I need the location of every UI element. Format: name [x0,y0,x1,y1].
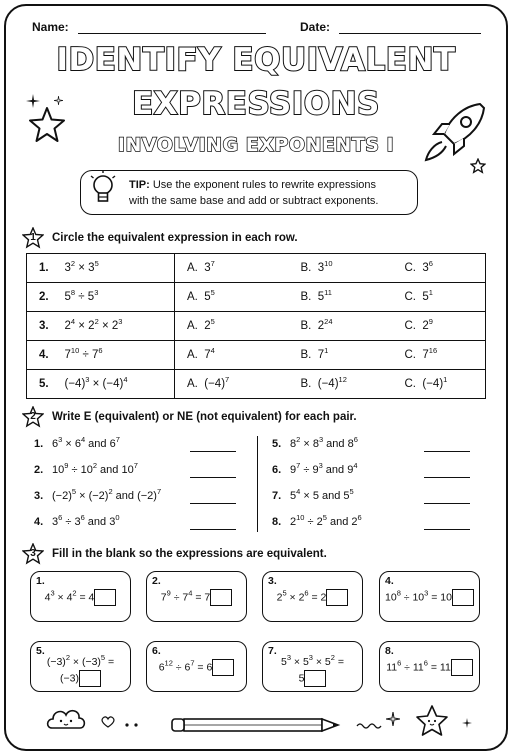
q3-number: 4. [385,575,394,587]
q2-item [272,461,358,476]
q2-number: 2. [34,464,44,476]
q2-pair: $8^2 \times 8^3$ and $8^6$ [290,435,358,450]
option-c[interactable]: C. $5^1$ [393,283,486,312]
q1-number: 3. [27,312,53,341]
sparkle-icon [386,712,400,726]
answer-box[interactable] [94,589,116,606]
q1-number: 4. [27,341,53,370]
tip-label: TIP: [129,179,150,191]
tip-box [80,170,418,215]
option-c[interactable]: C. $2^9$ [393,312,486,341]
star-icon [26,104,68,146]
q3-expression: $10^8 \div 10^3 = 10$ [380,589,479,606]
sparkle-icon [26,94,40,108]
q2-pair: $6^3 \times 6^4$ and $6^7$ [52,435,120,450]
option-a[interactable]: A. $2^5$ [175,312,289,341]
section-number-star [22,227,44,249]
q2-number: 6. [272,464,282,476]
q1-number: 2. [27,283,53,312]
answer-blank[interactable] [424,477,470,478]
dots-icon [124,722,140,728]
q2-pair: $3^6 \div 3^6$ and $3^0$ [52,513,120,528]
answer-blank[interactable] [424,529,470,530]
section-3-heading [22,543,327,565]
q1-number: 1. [27,254,53,283]
q2-number: 5. [272,438,282,450]
section-number: 1 [30,232,36,243]
q2-item [272,435,358,450]
answer-blank[interactable] [190,451,236,452]
q2-pair: $2^{10} \div 2^5$ and $2^6$ [290,513,362,528]
option-b[interactable]: B. $2^{24}$ [289,312,393,341]
q2-number: 8. [272,516,282,528]
q1-row [27,341,486,370]
fill-blank-card [262,571,363,622]
answer-box[interactable] [326,589,348,606]
squiggle-icon [356,722,382,730]
tip-text-1: Use the exponent rules to rewrite expressions [152,179,377,191]
option-a[interactable]: A. $7^4$ [175,341,289,370]
section-2-instruction: Write E (equivalent) or NE (not equivalent) for each pair. [52,411,357,423]
q2-pair: $9^7 \div 9^3$ and $9^4$ [290,461,358,476]
q3-expression: $(-3)^2 \times (-3)^5$ = [46,653,115,668]
sparkle-icon [462,718,472,728]
q3-number: 2. [152,575,161,587]
subtitle: INVOLVING EXPONENTS I [117,134,395,156]
q2-item [34,487,162,502]
fill-blank-card [379,641,480,692]
answer-box[interactable] [451,659,473,676]
q1-expression: $3^2 \times 3^5$ [53,254,175,283]
answer-blank[interactable] [190,503,236,504]
answer-box[interactable] [210,589,232,606]
q1-row [27,283,486,312]
tip-text-2: with the same base and add or subtract exponents. [129,195,379,207]
name-line[interactable] [78,23,266,34]
option-a[interactable]: A. $(-4)^7$ [187,375,230,390]
answer-box[interactable] [452,589,474,606]
fill-blank-card [262,641,363,692]
q2-item [34,435,120,450]
fill-blank-card [30,641,131,692]
q1-row [27,254,486,283]
cloud-icon [44,704,88,732]
q3-expression: $6^{12} \div 6^7 = 6$ [147,659,246,676]
q3-number: 8. [385,645,394,657]
q2-number: 7. [272,490,282,502]
option-c[interactable]: C. $(-4)^1$ [404,375,448,390]
q3-expression: $2^5 \times 2^6 = 2$ [263,589,362,606]
answer-box[interactable] [212,659,234,676]
q2-item [272,487,354,502]
q3-expression-line-2: 5 [263,670,362,687]
q3-number: 6. [152,645,161,657]
q2-pair: $10^9 \div 10^2$ and $10^7$ [52,461,138,476]
option-b[interactable]: B. $(-4)^{12}$ [300,375,347,390]
title-line-1: IDENTIFY EQUIVALENT [56,42,456,78]
section-3-instruction: Fill in the blank so the expressions are equivalent. [52,548,327,560]
q1-row [27,312,486,341]
pencil-icon [170,716,348,734]
answer-blank[interactable] [424,451,470,452]
option-b[interactable]: B. $5^{11}$ [289,283,393,312]
date-field[interactable] [300,20,481,34]
q2-item [34,461,138,476]
answer-blank[interactable] [424,503,470,504]
q1-number: 5. [39,378,49,390]
fill-blank-card [379,571,480,622]
small-star-icon [470,158,486,174]
q1-expression: $7^{10} \div 7^6$ [53,341,175,370]
option-b[interactable]: B. $7^1$ [289,341,393,370]
q3-expression: $11^6 \div 11^6 = 11$ [380,659,479,676]
sparkle-icon [54,96,63,105]
answer-blank[interactable] [190,529,236,530]
q1-table [26,253,486,399]
q2-pair: $(-2)^5 \times (-2)^2$ and $(-2)^7$ [52,487,162,502]
title-line-2: EXPRESSIONS [132,86,380,122]
section-number-star [22,406,44,428]
smiling-star-icon [414,704,450,738]
column-divider [257,436,258,532]
q3-number: 1. [36,575,45,587]
section-number: 2 [30,411,36,422]
option-a[interactable]: A. $3^7$ [175,254,289,283]
option-c[interactable]: C. $3^6$ [393,254,486,283]
section-number: 3 [30,548,36,559]
q1-row [27,370,486,399]
q3-number: 3. [268,575,277,587]
answer-box[interactable] [304,670,326,687]
fill-blank-card [146,641,247,692]
fill-blank-card [146,571,247,622]
q2-item [272,513,362,528]
q2-pair: $5^4 \times 5$ and $5^5$ [290,487,354,502]
q1-expression: $2^4 \times 2^2 \times 2^3$ [53,312,175,341]
q3-expression-line-2: (−3) [31,670,130,687]
q2-number: 1. [34,438,44,450]
q3-number: 7. [268,645,277,657]
q1-expression: $5^8 \div 5^3$ [53,283,175,312]
name-field[interactable] [32,20,266,34]
q3-expression: $5^3 \times 5^3 \times 5^2$ = [280,653,345,668]
fill-blank-card [30,571,131,622]
q2-number: 4. [34,516,44,528]
q3-expression: $7^9 \div 7^4 = 7$ [147,589,246,606]
name-label: Name: [32,20,69,34]
q3-expression: $4^3 \times 4^2 = 4$ [31,589,130,606]
answer-blank[interactable] [190,477,236,478]
date-line[interactable] [339,23,481,34]
section-number-star [22,543,44,565]
section-1-heading [22,227,298,249]
section-1-instruction: Circle the equivalent expression in each row. [52,232,298,244]
heart-icon [101,716,115,728]
option-b[interactable]: B. $3^{10}$ [289,254,393,283]
q2-number: 3. [34,490,44,502]
q3-number: 5. [36,645,45,657]
answer-box[interactable] [79,670,101,687]
date-label: Date: [300,20,331,34]
option-a[interactable]: A. $5^5$ [175,283,289,312]
option-c[interactable]: C. $7^{16}$ [393,341,486,370]
q2-item [34,513,120,528]
section-2-heading [22,406,357,428]
q1-expression: $(-4)^3 \times (-4)^4$ [53,370,175,399]
